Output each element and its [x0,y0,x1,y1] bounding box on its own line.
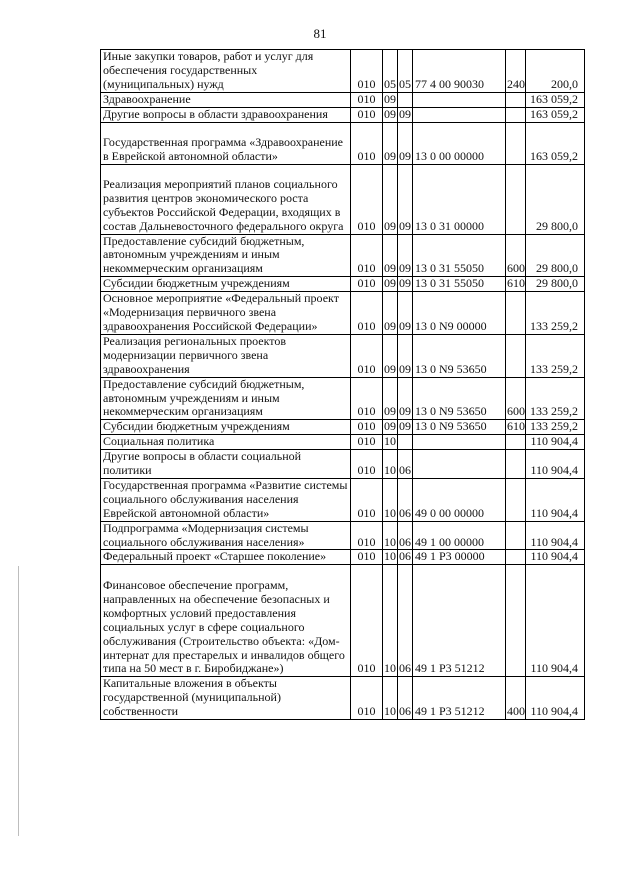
cell-expense-type: 600 [506,234,526,277]
cell-target-article [413,107,506,122]
cell-subsection-code: 05 [398,50,413,93]
cell-admin-code: 010 [351,435,383,450]
cell-target-article: 13 0 N9 53650 [413,420,506,435]
cell-section-code: 09 [383,164,398,234]
cell-section-code: 10 [383,478,398,521]
cell-admin-code: 010 [351,478,383,521]
cell-section-code: 09 [383,122,398,164]
cell-expense-type [506,122,526,164]
cell-amount: 29 800,0 [526,234,585,277]
budget-table-body [101,50,585,720]
cell-amount: 133 259,2 [526,292,585,335]
cell-expense-type [506,521,526,550]
cell-amount: 110 904,4 [526,565,585,677]
table-row [101,420,585,435]
cell-expense-type [506,334,526,377]
cell-amount: 110 904,4 [526,450,585,479]
cell-expense-type [506,565,526,677]
cell-target-article: 49 1 00 00000 [413,521,506,550]
cell-admin-code: 010 [351,420,383,435]
cell-admin-code: 010 [351,450,383,479]
cell-amount: 163 059,2 [526,122,585,164]
cell-section-code: 09 [384,419,396,434]
table-row [101,521,585,550]
cell-amount: 133 259,2 [526,334,585,377]
cell-subsection-code: 06 [398,565,413,677]
cell-subsection-code: 09 [399,107,411,121]
cell-name: Подпрограмма «Модернизация системы социального обслуживания населения» [101,521,351,550]
cell-subsection-code: 09 [398,164,413,234]
cell-section-code: 09 [384,276,396,291]
cell-admin-code: 010 [351,292,383,335]
table-row [101,92,585,107]
cell-amount: 110 904,4 [526,550,585,565]
cell-subsection-code: 09 [398,292,413,335]
cell-admin-code: 010 [351,164,383,234]
cell-subsection-code [398,92,413,107]
cell-name: Реализация мероприятий планов социального развития центров экономического роста субъектов Российской Федерации, входящих в состав Дальневосточного федерального округа [101,164,351,234]
cell-name: Здравоохранение [101,92,351,107]
cell-admin-code: 010 [351,377,383,420]
cell-section-code: 09 [383,334,398,377]
cell-subsection-code: 09 [398,334,413,377]
cell-name: Государственная программа «Развитие системы социального обслуживания населения Еврейской автономной области» [101,478,351,521]
cell-target-article [413,450,506,479]
page-number: 81 [313,26,327,41]
cell-amount: 110 904,4 [526,435,585,450]
cell-subsection-code: 09 [399,419,411,434]
table-row [101,164,585,234]
cell-target-article: 13 0 31 55050 [413,277,506,292]
cell-expense-type: 600 [506,377,526,420]
cell-admin-code: 010 [351,521,383,550]
cell-amount: 29 800,0 [526,164,585,234]
cell-expense-type [506,478,526,521]
cell-amount: 29 800,0 [526,277,585,292]
cell-name: Другие вопросы в области здравоохранения [101,107,351,122]
cell-expense-type [506,450,526,479]
cell-name: Финансовое обеспечение программ, направленных на обеспечение безопасных и комфортных условий предоставления социальных услуг в сфере социального обслуживания (Строительство объекта: «Дом-интернат для престарелых и инвалидов общего типа на 50 мест в г. Биробиджане») [101,565,351,677]
cell-subsection-code: 06 [398,478,413,521]
cell-subsection-code: 06 [398,450,413,479]
cell-amount: 133 259,2 [526,377,585,420]
cell-section-code: 10 [383,521,398,550]
cell-expense-type [506,292,526,335]
cell-subsection-code: 06 [399,549,411,564]
cell-name: Федеральный проект «Старшее поколение» [101,550,351,565]
table-row [101,435,585,450]
table-row [101,122,585,164]
cell-admin-code: 010 [351,107,383,122]
cell-subsection-code: 09 [398,377,413,420]
margin-line [18,566,19,836]
table-row [101,234,585,277]
table-row [101,550,585,565]
cell-amount: 200,0 [526,50,585,93]
cell-name: Предоставление субсидий бюджетным, автономным учреждениям и иным некоммерческим организациям [101,377,351,420]
cell-expense-type [506,550,526,565]
cell-expense-type [506,435,526,450]
cell-expense-type [506,164,526,234]
cell-target-article: 13 0 N9 00000 [413,292,506,335]
cell-admin-code: 010 [351,122,383,164]
cell-section-code: 09 [383,377,398,420]
cell-target-article: 49 1 Р3 00000 [413,550,506,565]
cell-name: Реализация региональных проектов модернизации первичного звена здравоохранения [101,334,351,377]
table-row [101,107,585,122]
cell-section-code: 09 [384,107,396,121]
cell-section-code: 10 [383,677,398,720]
cell-name: Государственная программа «Здравоохранение в Еврейской автономной области» [101,122,351,164]
cell-subsection-code: 09 [398,234,413,277]
cell-amount: 110 904,4 [526,478,585,521]
table-row [101,450,585,479]
cell-admin-code: 010 [351,92,383,107]
cell-subsection-code: 06 [398,677,413,720]
table-row [101,565,585,677]
cell-admin-code: 010 [351,50,383,93]
cell-subsection-code: 09 [398,122,413,164]
cell-expense-type [506,92,526,107]
cell-section-code: 10 [383,450,398,479]
cell-admin-code: 010 [351,334,383,377]
cell-target-article: 13 0 31 00000 [413,164,506,234]
cell-target-article: 77 4 00 90030 [413,50,506,93]
cell-section-code: 10 [383,565,398,677]
table-row [101,50,585,93]
cell-admin-code: 010 [351,677,383,720]
budget-table [100,49,585,720]
cell-amount: 163 059,2 [526,92,585,107]
cell-name: Субсидии бюджетным учреждениям [101,420,351,435]
table-row [101,292,585,335]
cell-amount: 110 904,4 [526,521,585,550]
cell-subsection-code [398,435,413,450]
cell-target-article: 13 0 00 00000 [413,122,506,164]
cell-name: Социальная политика [101,435,351,450]
cell-section-code: 05 [383,50,398,93]
cell-target-article: 49 0 00 00000 [413,478,506,521]
cell-name: Основное мероприятие «Федеральный проект «Модернизация первичного звена здравоохранения Российской Федерации» [101,292,351,335]
cell-admin-code: 010 [351,277,383,292]
cell-name: Капитальные вложения в объекты государственной (муниципальной) собственности [101,677,351,720]
cell-expense-type [506,107,526,122]
table-row [101,277,585,292]
cell-section-code: 10 [384,549,396,564]
cell-name: Другие вопросы в области социальной политики [101,450,351,479]
cell-name: Субсидии бюджетным учреждениям [101,277,351,292]
cell-name: Предоставление субсидий бюджетным, автономным учреждениям и иным некоммерческим организациям [101,234,351,277]
cell-expense-type: 240 [506,50,526,93]
cell-amount: 133 259,2 [526,420,585,435]
cell-section-code: 09 [383,234,398,277]
cell-target-article: 49 1 Р3 51212 [413,677,506,720]
table-row [101,478,585,521]
cell-expense-type: 610 [507,419,525,434]
table-row [101,377,585,420]
cell-subsection-code: 09 [399,276,411,291]
table-row [101,334,585,377]
cell-subsection-code: 06 [398,521,413,550]
cell-expense-type: 610 [507,276,525,291]
table-row [101,677,585,720]
cell-target-article: 49 1 Р3 51212 [413,565,506,677]
cell-target-article: 13 0 31 55050 [413,234,506,277]
cell-section-code: 09 [384,92,396,106]
cell-amount: 163 059,2 [526,107,585,122]
cell-target-article: 13 0 N9 53650 [413,377,506,420]
cell-admin-code: 010 [351,234,383,277]
cell-admin-code: 010 [351,565,383,677]
cell-section-code: 10 [384,434,396,449]
cell-expense-type: 400 [506,677,526,720]
cell-target-article [413,92,506,107]
cell-target-article: 13 0 N9 53650 [413,334,506,377]
cell-amount: 110 904,4 [526,677,585,720]
cell-section-code: 09 [383,292,398,335]
cell-admin-code: 010 [351,550,383,565]
cell-target-article [413,435,506,450]
cell-name: Иные закупки товаров, работ и услуг для обеспечения государственных (муниципальных) нужд [101,50,351,93]
